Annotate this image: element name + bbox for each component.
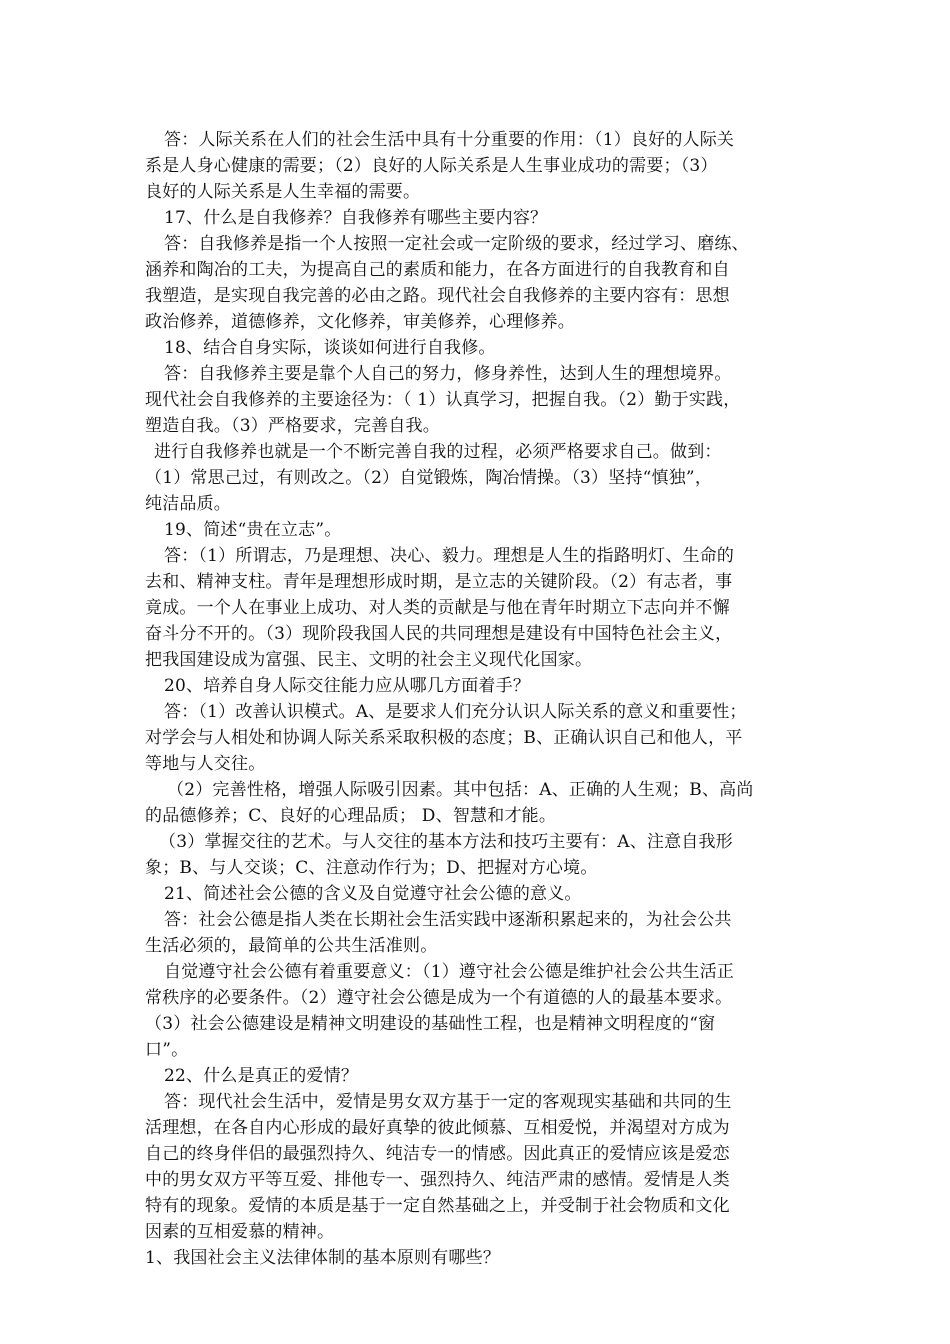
text-line: 自觉遵守社会公德有着重要意义：（1）遵守社会公德是维护社会公共生活正 (164, 962, 735, 982)
text-line: （1）常思己过，有则改之。（2）自觉锻炼，陶冶情操。（3）坚持“慎独”， (145, 468, 713, 488)
text-line: 我塑造，是实现自我完善的必由之路。现代社会自我修养的主要内容有：思想 (145, 286, 730, 306)
text-line: 政治修养，道德修养，文化修养，审美修养，心理修养。 (145, 312, 575, 332)
text-line: 竟成。一个人在事业上成功、对人类的贡献是与他在青年时期立下志向并不懈 (145, 598, 730, 618)
text-line: 答：自我修养是指一个人按照一定社会或一定阶级的要求，经过学习、磨练、 (164, 234, 749, 254)
text-line: 生活必须的，最简单的公共生活准则。 (145, 936, 438, 956)
text-line: 纯洁品质。 (145, 494, 231, 514)
text-line: 答：社会公德是指人类在长期社会生活实践中逐渐积累起来的，为社会公共 (164, 910, 732, 930)
question-heading: 21、简述社会公德的含义及自觉遵守社会公德的意义。 (164, 884, 582, 904)
text-line: 答：（1）所谓志，乃是理想、决心、毅力。理想是人生的指路明灯、生命的 (164, 546, 735, 566)
question-heading: 17、什么是自我修养？自我修养有哪些主要内容？ (164, 208, 548, 228)
question-heading: 1、我国社会主义法律体制的基本原则有哪些？ (145, 1248, 501, 1268)
question-heading: 19、简述“贵在立志”。 (164, 520, 342, 540)
text-line: 象；B、与人交谈；C、注意动作行为；D、把握对方心境。 (145, 858, 598, 878)
text-line: 答：（1）改善认识模式。A、是要求人们充分认识人际关系的意义和重要性； (164, 702, 747, 722)
question-heading: 20、培养自身人际交往能力应从哪几方面着手？ (164, 676, 531, 696)
text-line: 答：人际关系在人们的社会生活中具有十分重要的作用：（1）良好的人际关 (164, 130, 735, 150)
text-line: 良好的人际关系是人生幸福的需要。 (145, 182, 421, 202)
text-line: 答：自我修养主要是靠个人自己的努力，修身养性，达到人生的理想境界。 (164, 364, 732, 384)
text-line: 塑造自我。（3）严格要求，完善自我。 (145, 416, 440, 436)
text-line: 的品德修养；C、良好的心理品质； D、智慧和才能。 (145, 806, 557, 826)
question-heading: 18、结合自身实际，谈谈如何进行自我修。 (164, 338, 496, 358)
text-line: 去和、精神支柱。青年是理想形成时期，是立志的关键阶段。（2）有志者，事 (145, 572, 733, 592)
text-line: （3）社会公德建设是精神文明建设的基础性工程，也是精神文明程度的“窗 (145, 1014, 716, 1034)
text-line: 自己的终身伴侣的最强烈持久、纯洁专一的情感。因此真正的爱情应该是爱恋 (145, 1144, 730, 1164)
question-heading: 22、什么是真正的爱情？ (164, 1066, 359, 1086)
text-line: 把我国建设成为富强、民主、文明的社会主义现代化国家。 (145, 650, 593, 670)
text-line: 涵养和陶冶的工夫，为提高自己的素质和能力，在各方面进行的自我教育和自 (145, 260, 730, 280)
text-line: 进行自我修养也就是一个不断完善自我的过程，必须严格要求自己。做到： (154, 442, 722, 462)
text-line: 对学会与人相处和协调人际关系采取积极的态度；B、正确认识自己和他人，平 (145, 728, 743, 748)
text-line: 系是人身心健康的需要；（2）良好的人际关系是人生事业成功的需要；（3） (145, 156, 718, 176)
text-line: 答：现代社会生活中，爱情是男女双方基于一定的客观现实基础和共同的生 (164, 1092, 732, 1112)
text-line: 中的男女双方平等互爱、排他专一、强烈持久、纯洁严肃的感情。爱情是人类 (145, 1170, 730, 1190)
text-line: 现代社会自我修养的主要途径为：（ 1）认真学习，把握自我。（2）勤于实践， (145, 390, 741, 410)
text-line: 常秩序的必要条件。（2）遵守社会公德是成为一个有道德的人的最基本要求。 (145, 988, 733, 1008)
text-line: 口”。 (145, 1040, 189, 1060)
text-line: （2）完善性格，增强人际吸引因素。其中包括：A、正确的人生观；B、高尚 (167, 780, 754, 800)
text-line: 奋斗分不开的。（3）现阶段我国人民的共同理想是建设有中国特色社会主义， (145, 624, 733, 644)
text-line: 等地与人交往。 (145, 754, 266, 774)
text-line: 因素的互相爱慕的精神。 (145, 1222, 335, 1242)
text-line: 活理想，在各自内心形成的最好真挚的彼此倾慕、互相爱悦，并渴望对方成为 (145, 1118, 730, 1138)
text-line: （3）掌握交往的艺术。与人交往的基本方法和技巧主要有：A、注意自我形 (159, 832, 733, 852)
document-body (145, 127, 810, 1271)
text-line: 特有的现象。爱情的本质是基于一定自然基础之上，并受制于社会物质和文化 (145, 1196, 730, 1216)
